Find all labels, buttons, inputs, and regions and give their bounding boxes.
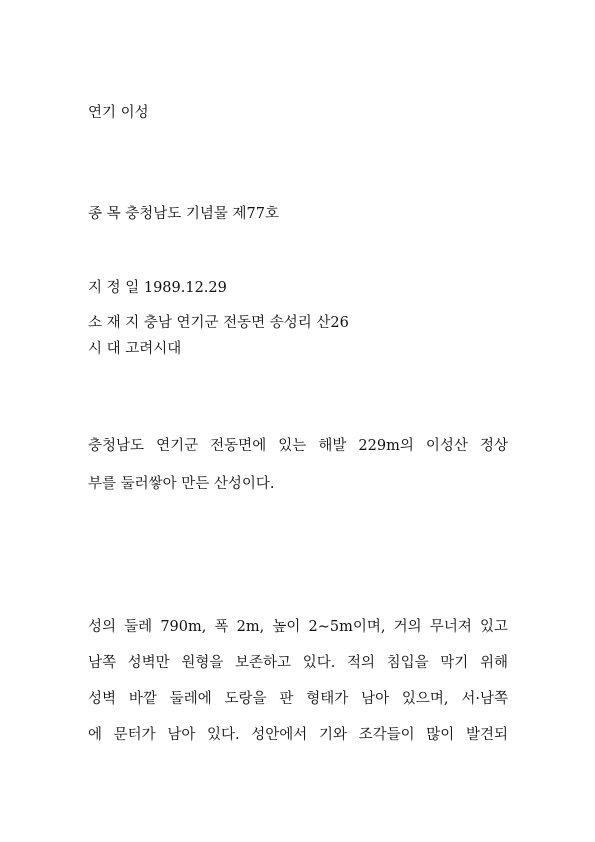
intro-line: 부를 둘러쌓아 만든 산성이다. — [88, 476, 275, 492]
body-line: 에 문터가 남아 있다. 성안에서 기와 조각들이 많이 발견되 — [88, 727, 508, 743]
document-title: 연기 이성 — [88, 105, 149, 121]
body-line: 성의 둘레 790m, 폭 2m, 높이 2∼5m이며, 거의 무너져 있고 — [88, 619, 508, 635]
designation-line: 종 목 충청남도 기념물 제77호 — [88, 206, 279, 222]
designation-date-line: 지 정 일 1989.12.29 — [88, 280, 227, 296]
location-line: 소 재 지 충남 연기군 전동면 송성리 산26 — [88, 315, 349, 331]
body-line: 남쪽 성벽만 원형을 보존하고 있다. 적의 침입을 막기 위해 — [88, 655, 508, 671]
intro-line: 충청남도 연기군 전동면에 있는 해발 229m의 이성산 정상 — [88, 438, 508, 454]
body-line: 성벽 바깥 둘레에 도랑을 판 형태가 남아 있으며, 서·남쪽 — [88, 691, 508, 707]
period-line: 시 대 고려시대 — [88, 341, 182, 357]
